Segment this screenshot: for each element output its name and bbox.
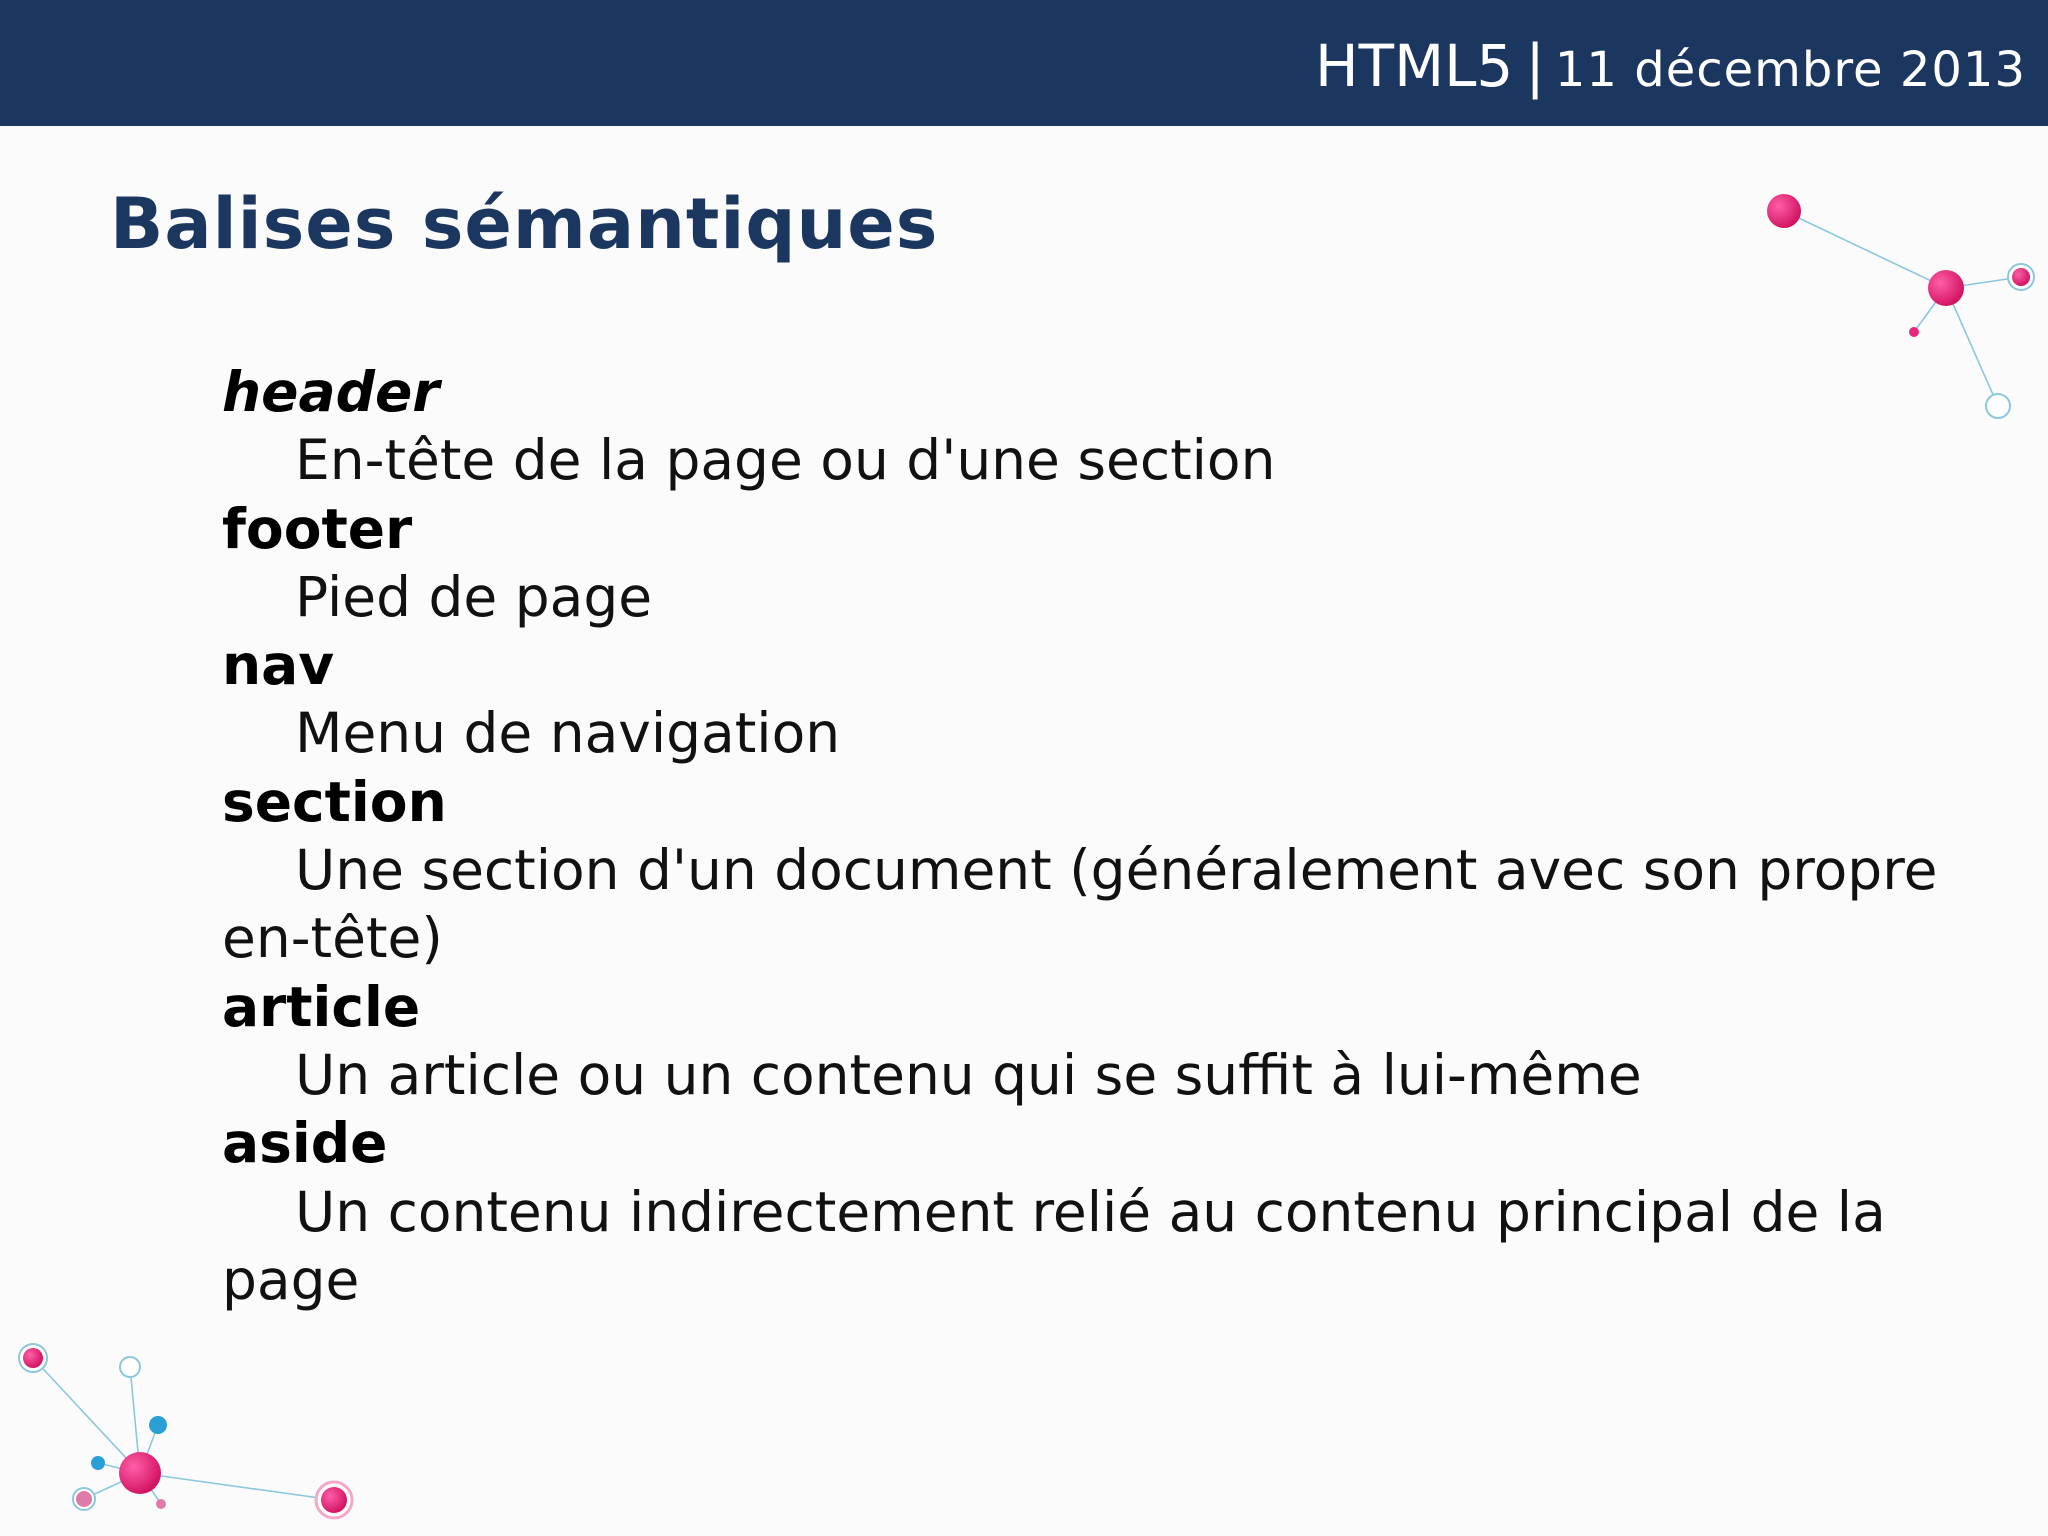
description-footer: Pied de page: [295, 564, 653, 629]
term-aside: aside: [222, 1111, 388, 1176]
node-empty-icon: [1986, 394, 2010, 418]
description-section: Une section d'un document (généralement avec son propre en-tête): [222, 838, 1938, 971]
definition-list: [222, 358, 1982, 1314]
node-pink-top-icon: [1767, 194, 1801, 228]
description-article: Un article ou un contenu qui se suffit à lui-même: [295, 1042, 1642, 1107]
molecule-decoration-bottom-left: [0, 1330, 380, 1536]
app-name: HTML5: [1315, 32, 1514, 100]
slide-title: Balises sémantiques: [110, 183, 939, 265]
node-empty-icon: [120, 1357, 140, 1377]
node-small-pink-icon: [1909, 327, 1919, 337]
node-blue-small-icon: [91, 1456, 105, 1470]
header-bar: [0, 0, 2048, 126]
node-pink-hub-icon: [119, 1452, 161, 1494]
term-section: section: [222, 769, 447, 834]
term-footer: footer: [222, 496, 413, 561]
node-blue-icon: [149, 1416, 167, 1434]
description-aside: Un contenu indirectement relié au contenu principal de la page: [222, 1179, 1886, 1312]
term-nav: nav: [222, 633, 335, 698]
term-header: header: [222, 360, 440, 424]
node-pink-tiny-icon: [156, 1499, 166, 1509]
header-separator: |: [1525, 32, 1545, 100]
header-info: [1315, 32, 2026, 100]
description-nav: Menu de navigation: [295, 701, 841, 766]
term-article: article: [222, 974, 421, 1039]
header-date: 11 décembre 2013: [1554, 42, 2026, 98]
node-pink-hub-icon: [1928, 270, 1964, 306]
description-header: En-tête de la page ou d'une section: [295, 428, 1276, 493]
